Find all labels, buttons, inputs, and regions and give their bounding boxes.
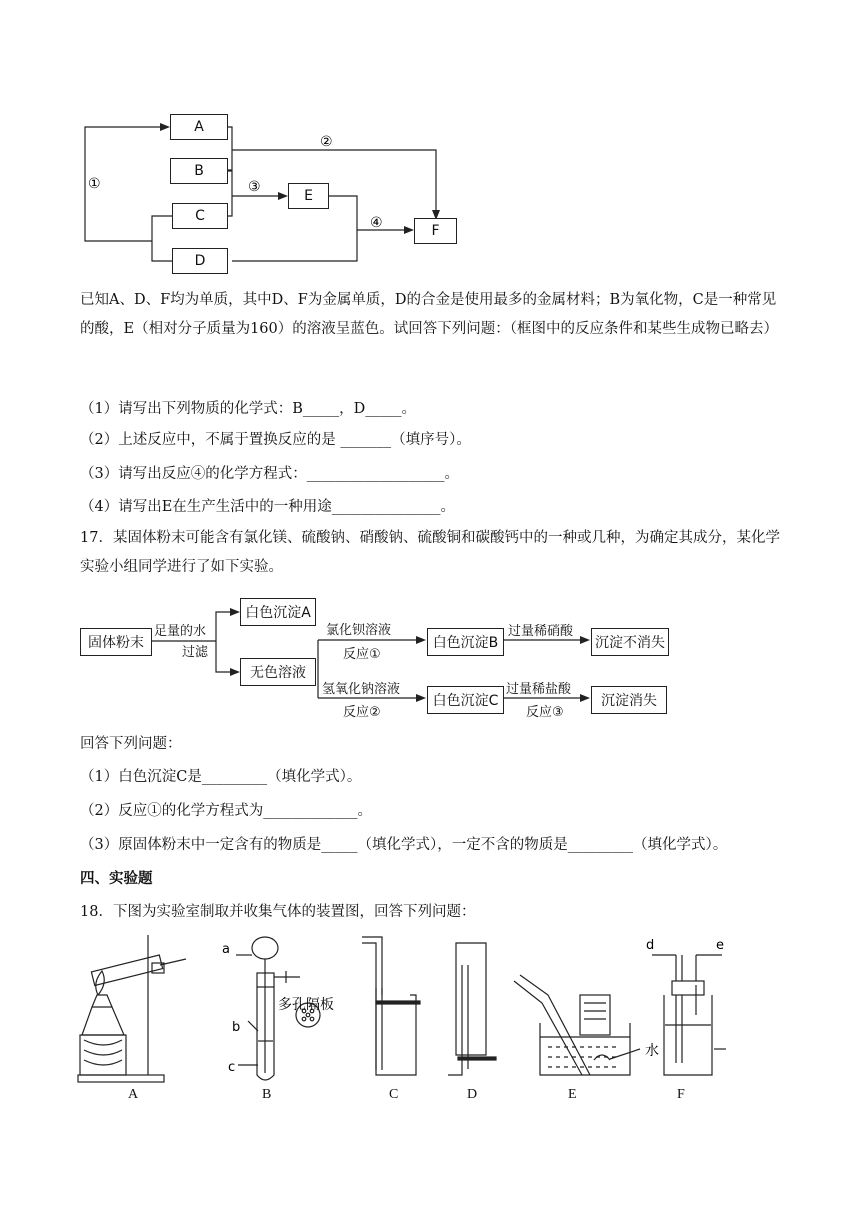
reaction-diagram-lines (0, 0, 860, 290)
section-experiment: 四、实验题 (80, 871, 153, 887)
caption-a: A (128, 1087, 139, 1102)
box-b: B (170, 158, 228, 184)
flow-label-hcl: 过量稀盐酸 (506, 682, 572, 697)
label-b: b (232, 1020, 241, 1035)
flow-label-reaction3: 反应③ (526, 705, 564, 720)
flow-colorless-solution: 无色溶液 (240, 658, 316, 686)
flow-label-reaction2: 反应② (343, 705, 381, 720)
caption-f: F (677, 1087, 685, 1102)
flow-label-water: 足量的水 (154, 624, 207, 639)
q16-intro: 已知A、D、F均为单质，其中D、F为金属单质，D的合金是使用最多的金属材料；B为氧化物，C是一种常见的酸，E（相对分子质量为160）的溶液呈蓝色。试回答下列问题：（框图中的反应条件和某些生成物已略去） (80, 292, 779, 337)
q16-sub1: （1）请写出下列物质的化学式：B_____，D_____。 (80, 401, 417, 417)
apparatus-c (362, 937, 420, 1075)
flow-label-naoh: 氢氧化钠溶液 (322, 682, 401, 697)
apparatus-f (652, 955, 726, 1075)
reaction-label-4: ④ (370, 215, 383, 231)
flow-white-ppt-a: 白色沉淀A (240, 598, 316, 626)
q17-sub3: （3）原固体粉末中一定含有的物质是_____（填化学式），一定不含的物质是_________（填化学式）。 (80, 837, 728, 853)
flow-label-filter: 过滤 (182, 645, 209, 660)
flow-white-ppt-b: 白色沉淀B (427, 628, 504, 656)
reaction-label-3: ③ (248, 179, 261, 195)
apparatus-e (514, 975, 640, 1075)
caption-e: E (568, 1087, 577, 1102)
flow-label-bacl2: 氯化钡溶液 (326, 623, 392, 638)
box-a: A (170, 114, 228, 140)
caption-d: D (467, 1087, 478, 1102)
box-f: F (414, 218, 457, 244)
flow-not-dissolve: 沉淀不消失 (591, 628, 669, 656)
reaction-label-2: ② (320, 134, 333, 150)
q17-sub2: （2）反应①的化学方程式为_____________。 (80, 803, 372, 819)
q18-stem: 18．下图为实验室制取并收集气体的装置图，回答下列问题： (80, 904, 476, 920)
q17-stem: 17．某固体粉末可能含有氯化镁、硫酸钠、硝酸钠、硫酸铜和碳酸钙中的一种或几种，为确定其成分，某化学实验小组同学进行了如下实验。 (80, 530, 780, 575)
box-d: D (172, 248, 228, 274)
label-d: d (646, 938, 655, 953)
caption-b: B (262, 1087, 272, 1102)
apparatus-d (448, 943, 496, 1075)
label-c: c (228, 1060, 236, 1075)
flow-label-reaction1: 反应① (343, 647, 381, 662)
apparatus-a (78, 935, 186, 1082)
q16-sub2: （2）上述反应中，不属于置换反应的是 _______（填序号）。 (80, 432, 471, 448)
box-e: E (288, 183, 329, 209)
q16-sub3: （3）请写出反应④的化学方程式：___________________。 (80, 466, 459, 482)
caption-c: C (389, 1087, 399, 1102)
q17-sub1: （1）白色沉淀C是_________（填化学式）。 (80, 769, 362, 785)
flow-dissolve: 沉淀消失 (591, 686, 667, 714)
label-a: a (222, 942, 230, 957)
q17-answer-intro: 回答下列问题： (80, 736, 182, 752)
flow-solid-powder: 固体粉末 (80, 628, 152, 656)
label-porous-plate: 多孔隔板 (278, 997, 334, 1013)
label-water: 水 (645, 1043, 659, 1059)
box-c: C (172, 203, 228, 229)
q16-sub4: （4）请写出E在生产生活中的一种用途_______________。 (80, 499, 456, 515)
flow-white-ppt-c: 白色沉淀C (427, 686, 504, 714)
reaction-label-1: ① (88, 176, 101, 192)
flow-label-hno3: 过量稀硝酸 (508, 624, 574, 639)
apparatus-figure (0, 925, 860, 1110)
label-e: e (716, 938, 724, 953)
